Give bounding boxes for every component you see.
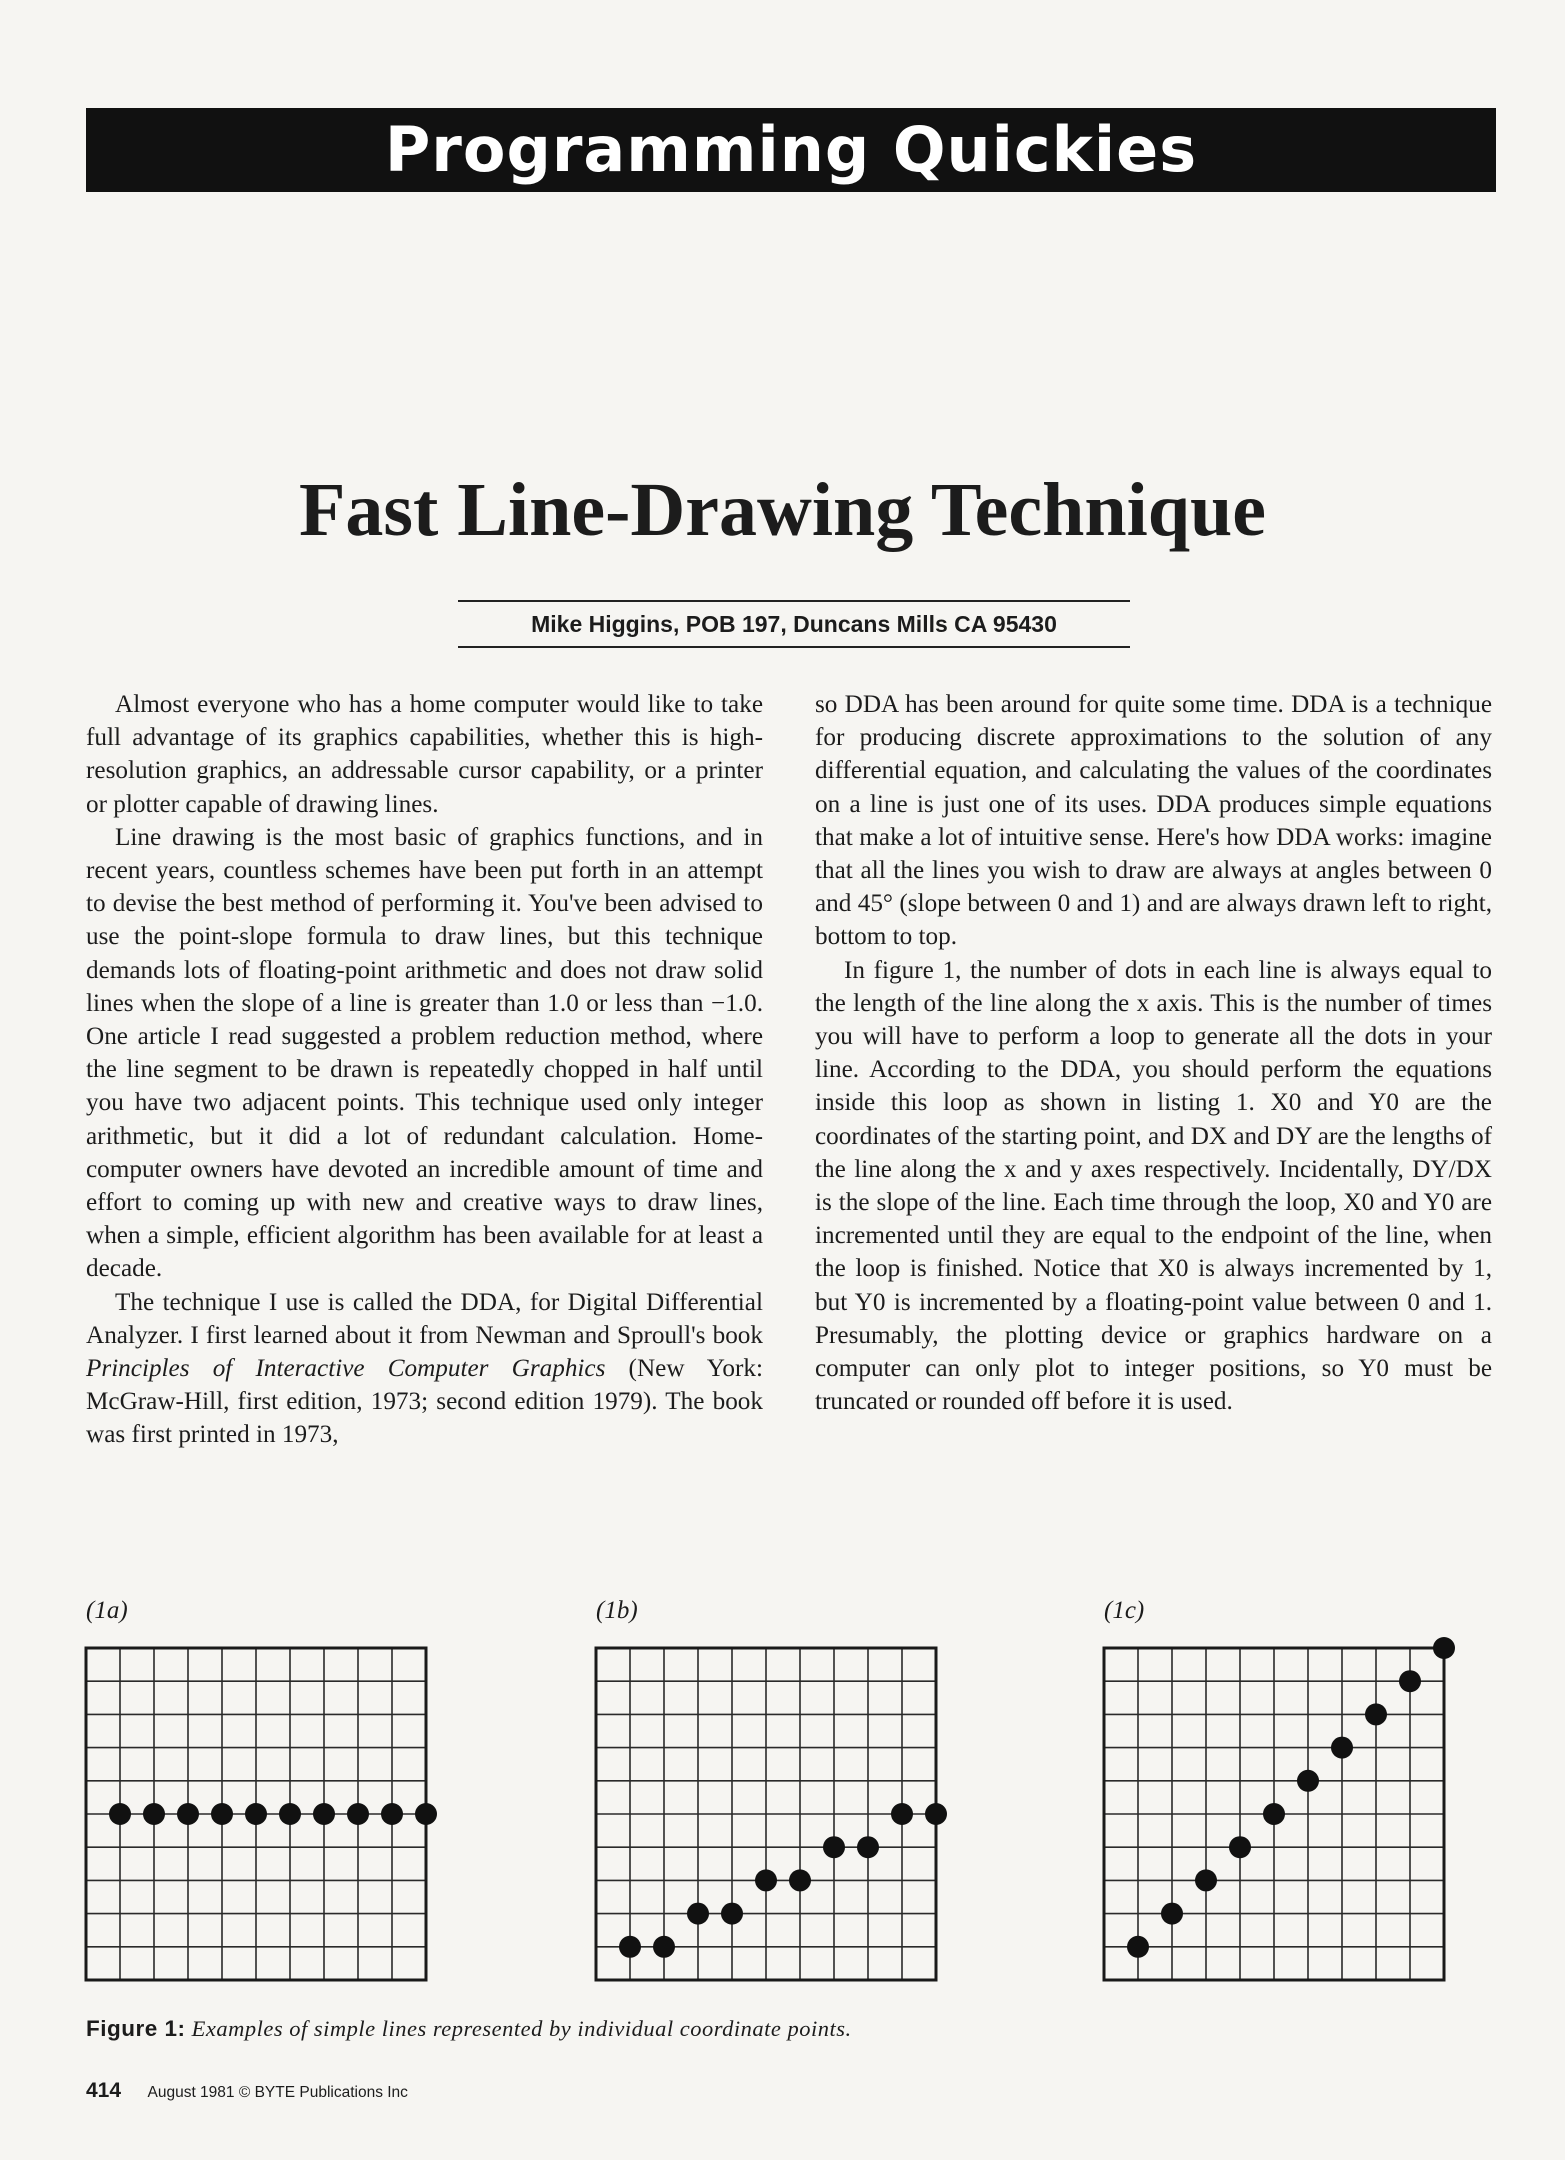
figure-grid-c — [1104, 1648, 1444, 1980]
plotted-point — [857, 1836, 879, 1858]
plotted-point — [177, 1803, 199, 1825]
plotted-point — [415, 1803, 437, 1825]
paragraph — [86, 1286, 763, 1452]
plotted-point — [653, 1936, 675, 1958]
figure-caption-text: Examples of simple lines represented by individual coordinate points. — [191, 2016, 852, 2041]
figure-panel-label-b: (1b) — [596, 1597, 638, 1624]
plotted-point — [789, 1869, 811, 1891]
plotted-point — [1365, 1703, 1387, 1725]
plotted-point — [1399, 1670, 1421, 1692]
right-column — [815, 688, 1492, 1418]
plotted-point — [211, 1803, 233, 1825]
plotted-point — [313, 1803, 335, 1825]
byline-rule-bottom — [458, 646, 1130, 648]
section-title: Programming Quickies — [384, 113, 1198, 186]
paragraph: Line drawing is the most basic of graphics functions, and in recent years, countless schemes have been put forth in an attempt to devise the best method of performing it. You've been advised to use the point-slope formula to draw lines, but this technique demands lots of floating-point arithmetic and does not draw solid lines when the slope of a line is greater than 1.0 or less than −1.0. One article I read suggested a problem reduction method, where the line segment to be drawn is repeatedly chopped in half until you have two adjacent points. This technique used only integer arithmetic, but it did a lot of redundant calculation. Home-computer owners have devoted an incredible amount of time and effort to coming up with new and creative ways to draw lines, when a simple, efficient algorithm has been available for at least a decade. — [86, 823, 763, 1283]
page-footer — [86, 2078, 408, 2106]
plotted-point — [1263, 1803, 1285, 1825]
byline: Mike Higgins, POB 197, Duncans Mills CA 95430 — [531, 611, 1057, 637]
section-banner — [86, 108, 1496, 192]
paragraph: so DDA has been around for quite some time. DDA is a technique for producing discrete approximations to the solution of any differential equation, and calculating the values of the coordinates on a line is just one of its uses. DDA produces simple equations that make a lot of intuitive sense. Here's how DDA works: imagine that all the lines you wish to draw are always at angles between 0 and 45° (slope between 0 and 1) and are always drawn left to right, bottom to top. — [815, 691, 1492, 951]
plotted-point — [1127, 1936, 1149, 1958]
paragraph: In figure 1, the number of dots in each line is always equal to the length of the line along the x axis. This is the number of times you will have to perform a loop to generate all the dots in your line. According to the DDA, you should perform the equations inside this loop as shown in listing 1. X0 and Y0 are the coordinates of the starting point, and DX and DY are the lengths of the line along the x and y axes respectively. Incidentally, DY/DX is the slope of the line. Each time through the loop, X0 and Y0 are incremented until they are equal to the endpoint of the line, when the loop is finished. Notice that X0 is always incremented by 1, but Y0 is incremented by a floating-point value between 0 and 1. Presumably, the plotting device or graphics hardware on a computer can only plot to integer positions, so Y0 must be truncated or rounded off before it is used. — [815, 956, 1492, 1416]
plotted-point — [109, 1803, 131, 1825]
plotted-point — [381, 1803, 403, 1825]
plotted-point — [755, 1869, 777, 1891]
figure-caption-label: Figure 1: — [86, 2016, 186, 2041]
figure-grid-a — [86, 1648, 426, 1980]
plotted-point — [1297, 1770, 1319, 1792]
byline-rule-top — [458, 600, 1130, 602]
figure-panel-label-c: (1c) — [1104, 1597, 1145, 1624]
plotted-point — [925, 1803, 947, 1825]
figure-panel-label-a: (1a) — [86, 1597, 128, 1624]
plotted-point — [721, 1903, 743, 1925]
plotted-point — [891, 1803, 913, 1825]
plotted-point — [823, 1836, 845, 1858]
plotted-point — [1195, 1869, 1217, 1891]
plotted-point — [619, 1936, 641, 1958]
plotted-point — [1433, 1637, 1455, 1659]
page-number: 414 — [86, 2079, 122, 2102]
plotted-point — [1161, 1903, 1183, 1925]
plotted-point — [687, 1903, 709, 1925]
figure-caption — [86, 2014, 852, 2044]
plotted-point — [245, 1803, 267, 1825]
plotted-point — [1229, 1836, 1251, 1858]
footer-date-line: August 1981 © BYTE Publications Inc — [147, 2084, 408, 2101]
paragraph-text: The technique I use is called the DDA, for Digital Differential Analyzer. I first learned about it from Newman and Sproull's book — [86, 1288, 763, 1349]
article-title: Fast Line-Drawing Technique — [298, 468, 1267, 552]
paragraph: Almost everyone who has a home computer would like to take full advantage of its graphics capabilities, whether this is high-resolution graphics, an addressable cursor capability, or a printer or plotter capable of drawing lines. — [86, 691, 763, 818]
paragraph-text: (New York: McGraw-Hill, first edition, 1973; second edition 1979). The book was first printed in 1973, — [86, 1355, 763, 1449]
plotted-point — [347, 1803, 369, 1825]
left-column — [86, 688, 763, 1452]
figure-grid-b — [596, 1648, 936, 1980]
plotted-point — [1331, 1737, 1353, 1759]
plotted-point — [279, 1803, 301, 1825]
book-title: Principles of Interactive Computer Graphics — [86, 1355, 606, 1383]
plotted-point — [143, 1803, 165, 1825]
